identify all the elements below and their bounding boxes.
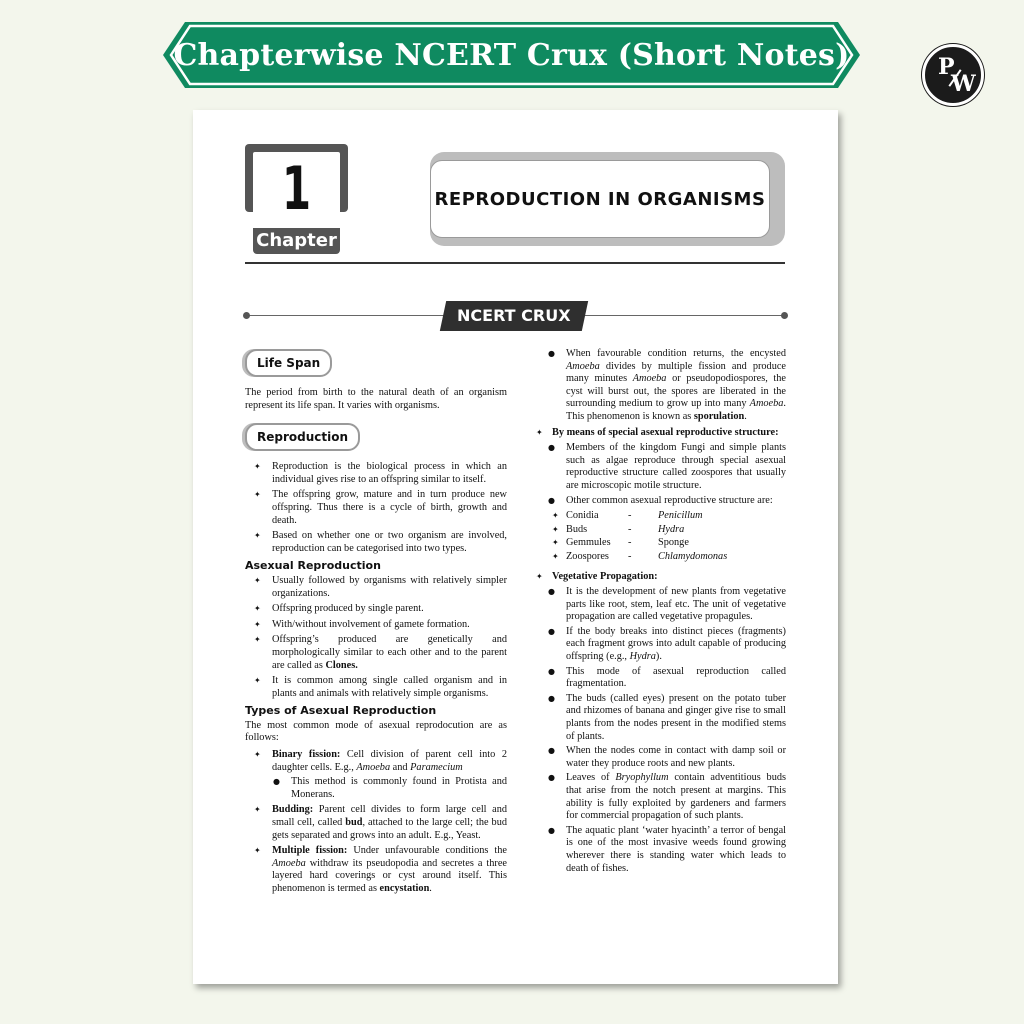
list-item: ✦ The offspring grow, mature and in turn produce new offspring. Thus there is a cycle of birth, growth and death. xyxy=(245,489,507,527)
divider-dot-left xyxy=(243,312,250,319)
list-item: ✦ Offspring produced by single parent. xyxy=(245,603,507,616)
special-structure-heading: ✦ By means of special asexual reproductive structure: xyxy=(536,427,786,440)
favourable-list xyxy=(536,348,786,424)
list-item: ● Members of the kingdom Fungi and simple plants such as algae reproduce through special asexual reproductive structure called zoospores that usually are microscopic motile structure. xyxy=(536,442,786,492)
chapter-title: REPRODUCTION IN ORGANISMS xyxy=(430,160,770,238)
list-item: ✦ Reproduction is the biological process in which an individual gives rise to an offspring similar to itself. xyxy=(245,461,507,486)
list-item: ● This mode of asexual reproduction called fragmentation. xyxy=(536,666,786,691)
table-row: ✦ Conidia - Penicillum xyxy=(552,510,703,522)
list-item: ✦ It is common among single called organism and in plants and animals with relatively simple organisms. xyxy=(245,675,507,700)
chapter-number: 1 xyxy=(281,154,312,224)
list-item: ● When the nodes come in contact with damp soil or water they produce roots and new plants. xyxy=(536,745,786,770)
list-item: ● When favourable condition returns, the encysted Amoeba divides by multiple fission and produce many minutes Amoeba or pseudopodiospores, the cyst will burst out, the spores are liberated in the surrounding medium to grow up into many Amoeba. This phenomenon is known as sporulation. xyxy=(536,348,786,424)
list-item: ✦ Based on whether one or two organism are involved, reproduction can be categorised into two types. xyxy=(245,530,507,555)
title-divider xyxy=(245,262,785,264)
list-item: ● The aquatic plant ‘water hyacinth’ a terror of bengal is one of the most invasive weeds found growing wherever there is standing water which leads to death of fishes. xyxy=(536,825,786,875)
list-item: ✦ Offspring’s produced are genetically and morphologically similar to each other and to the parent are called as Clones. xyxy=(245,634,507,672)
banner-title: Chapterwise NCERT Crux (Short Notes) xyxy=(173,37,850,73)
reproduction-heading: Reproduction xyxy=(245,423,360,451)
logo-letter-p: P xyxy=(938,54,955,80)
ncert-crux-label: NCERT CRUX xyxy=(457,306,571,325)
vegetative-list xyxy=(536,586,786,875)
chapter-title-box xyxy=(430,152,785,246)
asexual-list xyxy=(245,575,507,700)
left-column xyxy=(245,346,507,899)
list-item: ● Leaves of Bryophyllum contain adventitious buds that arise from the notch present at margins. This ability is fully exploited by gardeners and farmers for commercial propagation of such plants. xyxy=(536,772,786,822)
divider-dot-right xyxy=(781,312,788,319)
list-item: ✦ Binary fission: Cell division of parent cell into 2 daughter cells. E.g., Amoeba and Paramecium ● This method is commonly found in Protista and Monerans. xyxy=(245,749,507,801)
ncert-crux-tag xyxy=(433,301,595,331)
table-row: ✦ Gemmules - Sponge xyxy=(552,537,689,549)
list-item: ● The buds (called eyes) present on the potato tuber and rhizomes of banana and ginger give rise to small plants from the nodes present in the modified stems of plants. xyxy=(536,693,786,743)
list-item: ✦ Budding: Parent cell divides to form large cell and small cell, called bud, attached to the large cell; the bud gets separated and grows into an adult. E.g., Yeast. xyxy=(245,804,507,842)
list-item: ● Other common asexual reproductive structure are: xyxy=(536,495,786,508)
vegetative-heading: ✦ Vegetative Propagation: xyxy=(536,571,786,584)
clones-term: Clones. xyxy=(325,659,358,671)
structures-table xyxy=(552,510,727,564)
list-item: ● This method is commonly found in Protista and Monerans. xyxy=(245,776,507,801)
document-page xyxy=(193,110,838,984)
types-list xyxy=(245,749,507,896)
pw-logo xyxy=(922,44,984,106)
life-span-text: The period from birth to the natural death of an organism represent its life span. It varies with organisms. xyxy=(245,387,507,411)
types-intro: The most common mode of asexual reprodocution are as follows: xyxy=(245,719,507,744)
list-item: ● If the body breaks into distinct pieces (fragments) each fragment grows into adult capable of producing offspring (e.g., Hydra). xyxy=(536,626,786,664)
list-item: ✦ With/without involvement of gamete formation. xyxy=(245,619,507,632)
reproduction-list xyxy=(245,461,507,555)
logo-letter-w: W xyxy=(951,71,976,97)
chapter-number-box xyxy=(245,144,348,256)
types-heading: Types of Asexual Reproduction xyxy=(245,704,437,718)
life-span-heading: Life Span xyxy=(245,349,332,377)
table-row: ✦ Buds - Hydra xyxy=(552,523,685,535)
list-item: ✦ Usually followed by organisms with relatively simpler organizations. xyxy=(245,575,507,600)
asexual-heading: Asexual Reproduction xyxy=(245,559,381,573)
chapter-label: Chapter xyxy=(253,228,340,254)
list-item: ● It is the development of new plants from vegetative parts like root, stem, leaf etc. The unit of vegetative propagation are called vegetative propagules. xyxy=(536,586,786,624)
list-item: ✦ Multiple fission: Under unfavourable conditions the Amoeba withdraw its pseudopodia and secretes a three layered hard coverings or cyst around itself. This phenomenon is termed as encystation. xyxy=(245,845,507,895)
right-column xyxy=(536,346,786,878)
table-row: ✦ Zoospores - Chlamydomonas xyxy=(552,550,728,562)
header-banner xyxy=(163,22,860,88)
